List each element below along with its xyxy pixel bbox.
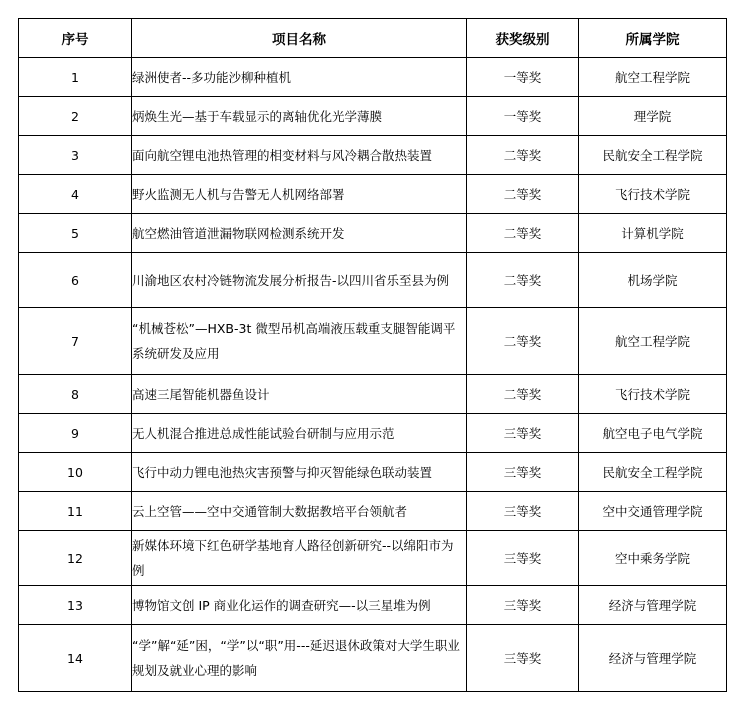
awards-table: [18, 18, 727, 692]
project-name: 绿洲使者--多功能沙柳种植机: [132, 58, 467, 97]
header-college: 所属学院: [579, 19, 727, 58]
award-level: 三等奖: [467, 492, 579, 531]
table-row: [19, 492, 727, 531]
row-num: 1: [19, 58, 132, 97]
table-row: [19, 175, 727, 214]
header-row: [19, 19, 727, 58]
project-name: 高速三尾智能机器鱼设计: [132, 375, 467, 414]
row-num: 13: [19, 586, 132, 625]
row-num: 7: [19, 308, 132, 375]
table-row: [19, 453, 727, 492]
table-row: [19, 586, 727, 625]
award-level: 三等奖: [467, 586, 579, 625]
row-num: 14: [19, 625, 132, 692]
award-level: 三等奖: [467, 625, 579, 692]
award-level: 二等奖: [467, 136, 579, 175]
college: 经济与管理学院: [579, 586, 727, 625]
college: 民航安全工程学院: [579, 136, 727, 175]
row-num: 10: [19, 453, 132, 492]
table-row: [19, 308, 727, 375]
project-name: 航空燃油管道泄漏物联网检测系统开发: [132, 214, 467, 253]
project-name: 飞行中动力锂电池热灾害预警与抑灭智能绿色联动装置: [132, 453, 467, 492]
project-name: 炳焕生光—基于车载显示的离轴优化光学薄膜: [132, 97, 467, 136]
table-row: [19, 97, 727, 136]
college: 空中乘务学院: [579, 531, 727, 586]
table-row: [19, 136, 727, 175]
project-name: 新媒体环境下红色研学基地育人路径创新研究--以绵阳市为例: [132, 531, 467, 586]
college: 航空电子电气学院: [579, 414, 727, 453]
row-num: 2: [19, 97, 132, 136]
row-num: 8: [19, 375, 132, 414]
college: 航空工程学院: [579, 308, 727, 375]
table-row: [19, 414, 727, 453]
college: 计算机学院: [579, 214, 727, 253]
award-level: 三等奖: [467, 531, 579, 586]
college: 航空工程学院: [579, 58, 727, 97]
college: 民航安全工程学院: [579, 453, 727, 492]
row-num: 12: [19, 531, 132, 586]
project-name: 云上空管——空中交通管制大数据教培平台领航者: [132, 492, 467, 531]
header-num: 序号: [19, 19, 132, 58]
award-level: 三等奖: [467, 414, 579, 453]
table-row: [19, 375, 727, 414]
table-row: [19, 214, 727, 253]
college: 飞行技术学院: [579, 375, 727, 414]
award-level: 二等奖: [467, 214, 579, 253]
table-row: [19, 625, 727, 692]
project-name: “机械苍松”—HXB-3t 微型吊机高端液压载重支腿智能调平系统研发及应用: [132, 308, 467, 375]
project-name: 野火监测无人机与告警无人机网络部署: [132, 175, 467, 214]
project-name: 博物馆文创 IP 商业化运作的调查研究—-以三星堆为例: [132, 586, 467, 625]
award-level: 二等奖: [467, 253, 579, 308]
college: 机场学院: [579, 253, 727, 308]
table-row: [19, 58, 727, 97]
award-level: 二等奖: [467, 175, 579, 214]
project-name: 面向航空锂电池热管理的相变材料与风冷耦合散热装置: [132, 136, 467, 175]
college: 经济与管理学院: [579, 625, 727, 692]
row-num: 3: [19, 136, 132, 175]
row-num: 6: [19, 253, 132, 308]
row-num: 5: [19, 214, 132, 253]
header-name: 项目名称: [132, 19, 467, 58]
row-num: 11: [19, 492, 132, 531]
college: 空中交通管理学院: [579, 492, 727, 531]
row-num: 4: [19, 175, 132, 214]
award-level: 一等奖: [467, 97, 579, 136]
project-name: 川渝地区农村冷链物流发展分析报告-以四川省乐至县为例: [132, 253, 467, 308]
project-name: “学”解“延”困，“学”以“职”用---延迟退休政策对大学生职业规划及就业心理的影响: [132, 625, 467, 692]
header-level: 获奖级别: [467, 19, 579, 58]
award-level: 三等奖: [467, 453, 579, 492]
college: 飞行技术学院: [579, 175, 727, 214]
award-level: 二等奖: [467, 308, 579, 375]
award-level: 一等奖: [467, 58, 579, 97]
award-level: 二等奖: [467, 375, 579, 414]
table-row: [19, 531, 727, 586]
row-num: 9: [19, 414, 132, 453]
college: 理学院: [579, 97, 727, 136]
project-name: 无人机混合推进总成性能试验台研制与应用示范: [132, 414, 467, 453]
table-row: [19, 253, 727, 308]
